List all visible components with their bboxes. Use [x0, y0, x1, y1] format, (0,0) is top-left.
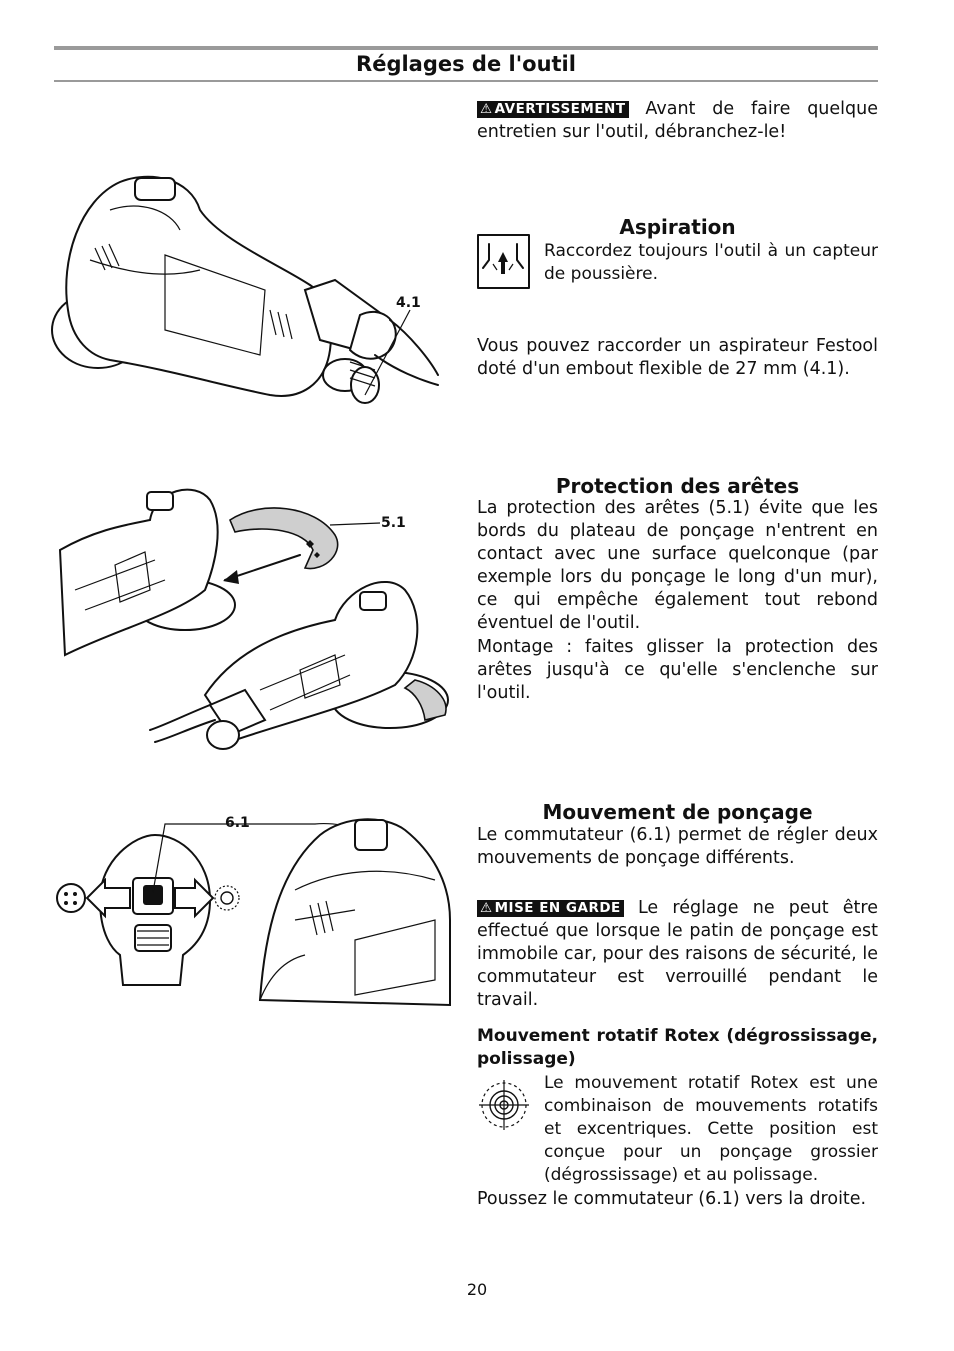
mouvement-title: Mouvement de ponçage — [542, 800, 813, 824]
callout-5-1: 5.1 — [381, 515, 406, 531]
mouvement-last: Poussez le commutateur (6.1) vers la droite. — [477, 1189, 867, 1209]
header-rule — [54, 80, 878, 82]
caution-badge: ⚠ MISE EN GARDE — [477, 900, 624, 917]
sander-hose-illustration — [50, 170, 440, 410]
warning-text: Avant de faire quelque entretien sur l'outil, débranchez-le! — [477, 99, 878, 142]
aspiration-title: Aspiration — [619, 215, 736, 239]
rotex-note: Le mouvement rotatif Rotex est une combinaison de mouvements rotatifs et excentriques. Cette position est conçue pour un ponçage grossier (dégrossissage) et au polissage. — [544, 1073, 878, 1185]
callout-4-1: 4.1 — [396, 295, 421, 311]
page-number: 20 — [466, 1280, 488, 1299]
mouvement-title-wrap — [477, 800, 878, 824]
switch-illustration — [55, 810, 455, 1010]
aspiration-icon-note: Raccordez toujours l'outil à un capteur de poussière. — [544, 241, 878, 284]
aspiration-body: Vous pouvez raccorder un aspirateur Festool doté d'un embout flexible de 27 mm (4.1). — [477, 336, 878, 379]
protection-p2: Montage : faites glisser la protection des arêtes jusqu'à ce qu'elle s'enclenche sur l'outil. — [477, 637, 878, 703]
page-title: Réglages de l'outil — [356, 52, 576, 76]
caution-text: Le réglage ne peut être effectué que lorsque le patin de ponçage est immobile car, pour des raisons de sécurité, le commutateur est verrouillé pendant le travail. — [477, 898, 878, 1010]
rotex-subtitle: Mouvement rotatif Rotex (dégrossissage, polissage) — [477, 1026, 878, 1069]
caution-triangle-icon: ⚠ — [480, 900, 493, 916]
top-rule — [54, 46, 878, 50]
warning-paragraph — [477, 98, 878, 144]
aspiration-section — [477, 215, 878, 239]
warning-triangle-icon: ⚠ — [480, 101, 493, 117]
mouvement-p1: Le commutateur (6.1) permet de régler deux mouvements de ponçage différents. — [477, 825, 878, 868]
protection-title-wrap — [477, 474, 878, 498]
protection-title: Protection des arêtes — [555, 474, 800, 498]
warning-badge: ⚠ AVERTISSEMENT — [477, 101, 629, 118]
protection-p1: La protection des arêtes (5.1) évite que les bords du plateau de ponçage n'entrent en contact avec une surface quelconque (par exemple lors du ponçage le long d'un mur), ce qui empêche également tout rebond éventuel de l'outil. — [477, 498, 878, 633]
caution-paragraph — [477, 897, 878, 1012]
callout-6-1: 6.1 — [225, 815, 250, 831]
